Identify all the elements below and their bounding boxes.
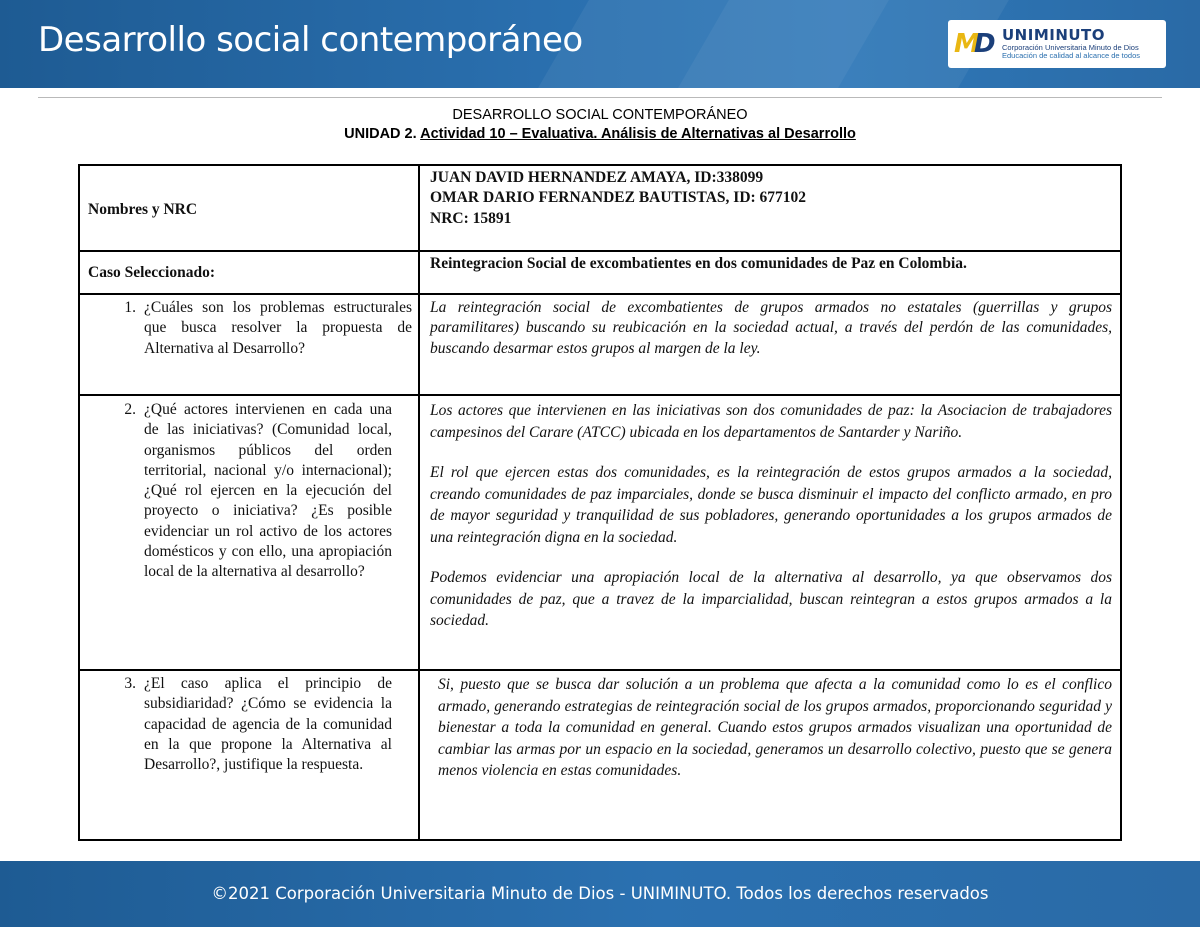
md-logo-icon: M D bbox=[954, 29, 996, 59]
footer-copyright: ©2021 Corporación Universitaria Minuto de Dios - UNIMINUTO. Todos los derechos reservados bbox=[211, 884, 989, 903]
names-label-cell bbox=[79, 165, 419, 251]
question-2-text: ¿Qué actores intervienen en cada una de las iniciativas? (Comunidad local, organismos públicos del orden territorial, nacional y/o internacional); ¿Qué rol ejercen en la ejecución del proyecto o iniciativa? ¿Es posible evidenciar un rol activo de los actores domésticos y con ello, una apropiación local de la alternativa al desarrollo? bbox=[144, 401, 392, 581]
document-heading bbox=[0, 106, 1200, 144]
answer-1-paragraph: La reintegración social de excombatientes de grupos armados no estatales (guerrillas y grupos paramilitares) buscando su reubicación en la sociedad actual, a través del perdón de las comunidades, buscando desarmar estos grupos al margen de la ley. bbox=[430, 299, 1112, 357]
question-1-number: 1. bbox=[124, 299, 136, 316]
names-label: Nombres y NRC bbox=[88, 201, 198, 219]
case-label: Caso Seleccionado: bbox=[88, 264, 216, 281]
case-label-cell bbox=[79, 251, 419, 294]
table-row-question-2 bbox=[79, 395, 1121, 670]
question-3-number: 3. bbox=[124, 675, 136, 692]
nrc-value: NRC: 15891 bbox=[430, 209, 512, 227]
header-title: Desarrollo social contemporáneo bbox=[38, 20, 583, 60]
question-2-cell bbox=[79, 395, 419, 670]
answer-3-paragraph: Si, puesto que se busca dar solución a un problema que afecta a la comunidad como lo es el conflico armado, generando estrategias de reintegración social de los grupos armados, proporcionando seguridad y bienestar a toda la comunidad en general. Cuando estos grupos armados visualizan una oportunidad de cambiar las armas por un espacio en la sociedad, generamos un desarrollo colectivo, puesto que se genera menos violencia en estas comunidades. bbox=[438, 676, 1112, 779]
logo-text bbox=[1002, 28, 1140, 60]
subtitle-activity: Actividad 10 – Evaluativa. Análisis de Alternativas al Desarrollo bbox=[420, 126, 856, 142]
question-3-cell bbox=[79, 670, 419, 840]
student-name-1: JUAN DAVID HERNANDEZ AMAYA, ID:338099 bbox=[430, 169, 764, 186]
answer-1-cell bbox=[419, 294, 1121, 395]
answer-2-cell bbox=[419, 395, 1121, 670]
document-subtitle bbox=[0, 125, 1200, 144]
header-band bbox=[0, 0, 1200, 88]
table-row-question-3 bbox=[79, 670, 1121, 840]
subtitle-prefix: UNIDAD 2. bbox=[344, 126, 417, 142]
table-row-case bbox=[79, 251, 1121, 294]
student-name-2: OMAR DARIO FERNANDEZ BAUTISTAS, ID: 677102 bbox=[430, 189, 807, 207]
answer-2-paragraph-3: Podemos evidenciar una apropiación local de la alternativa al desarrollo, ya que observamos dos comunidades de paz, que a travez de la imparcialidad, buscan reintegran a estos grupos armados a la sociedad. bbox=[430, 569, 1112, 629]
document-title: DESARROLLO SOCIAL CONTEMPORÁNEO bbox=[452, 107, 748, 123]
names-value-cell bbox=[419, 165, 1121, 251]
answer-2-paragraph-2: El rol que ejercen estas dos comunidades, es la reintegración de estos grupos armados a la sociedad, creando comunidades de paz imparciales, donde se busca disminuir el impacto del conflicto armado, en pro de mayor seguridad y tranquilidad de sus pobladores, generando oportunidades a los grupos armados de una reintegración digna en la sociedad. bbox=[430, 464, 1112, 546]
case-value: Reintegracion Social de excombatientes en dos comunidades de Paz en Colombia. bbox=[430, 255, 967, 272]
question-1-text: ¿Cuáles son los problemas estructurales que busca resolver la propuesta de Alternativa al Desarrollo? bbox=[144, 299, 412, 357]
question-2-number: 2. bbox=[124, 401, 136, 418]
header-divider bbox=[38, 97, 1162, 98]
answer-3-cell bbox=[419, 670, 1121, 840]
uniminuto-logo bbox=[948, 20, 1166, 68]
logo-brand: UNIMINUTO bbox=[1002, 26, 1106, 45]
question-1-cell bbox=[79, 294, 419, 395]
table-row-names bbox=[79, 165, 1121, 251]
answer-2-paragraph-1: Los actores que intervienen en las iniciativas son dos comunidades de paz: la Asociacion de trabajadores campesinos del Carare (ATCC) ubicada en los departamentos de Santarder y Nariño. bbox=[430, 402, 1112, 441]
logo-subtitle: Corporación Universitaria Minuto de Dios bbox=[1002, 43, 1139, 52]
footer-band bbox=[0, 861, 1200, 927]
table-row-question-1 bbox=[79, 294, 1121, 395]
logo-tagline: Educación de calidad al alcance de todos bbox=[1002, 50, 1141, 60]
question-3-text: ¿El caso aplica el principio de subsidiaridad? ¿Cómo se evidencia la capacidad de agencia de la comunidad en la que propone la Alternativa al Desarrollo?, justifique la respuesta. bbox=[144, 675, 392, 774]
activity-table bbox=[78, 164, 1122, 841]
case-value-cell bbox=[419, 251, 1121, 294]
